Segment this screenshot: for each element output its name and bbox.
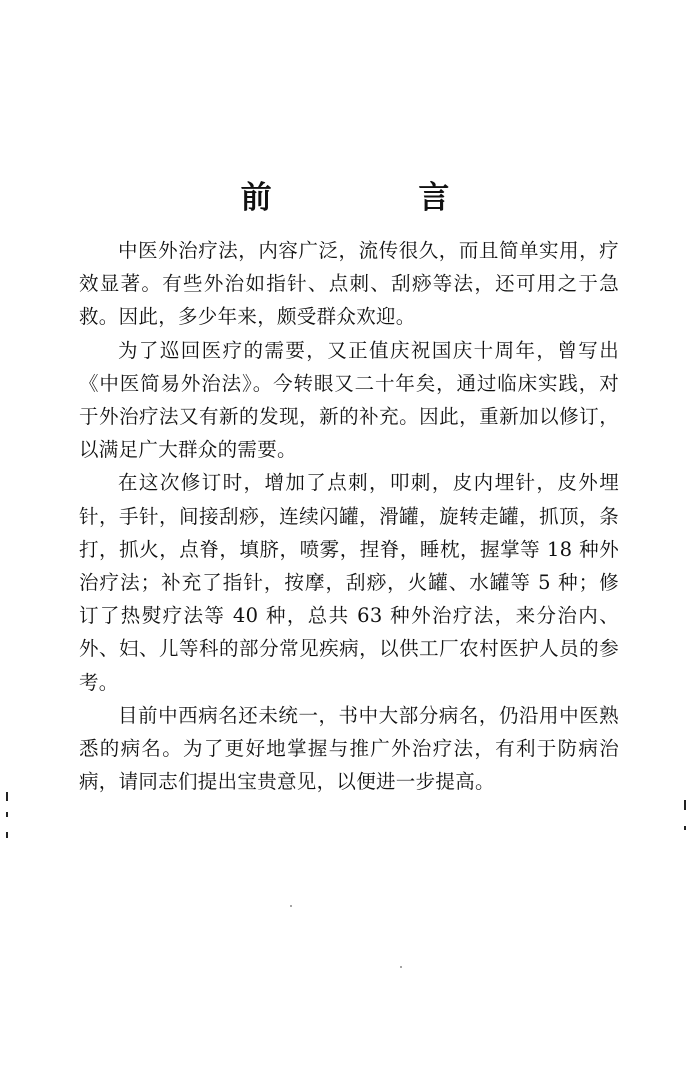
scan-mark-left-2 (6, 812, 8, 817)
paragraph-3: 在这次修订时，增加了点刺，叩刺，皮内埋针，皮外埋针，手针，间接刮痧，连续闪罐，滑罐，旋转走罐，抓顶，条打，抓火，点脊，填脐，喷雾，捏脊，睡枕，握掌等 18 种外治疗法；补充了指针，按摩，刮痧，火罐、水罐等 5 种；修订了热熨疗法等 40 种，总共 63 种外治疗法，来分治内、外、妇、儿等科的部分常见疾病，以供工厂农村医护人员的参考。 (79, 471, 619, 694)
scan-mark-right-2 (684, 826, 686, 830)
page-title: 前 言 (240, 180, 518, 216)
paragraph-4: 目前中西病名还未统一，书中大部分病名，仍沿用中医熟悉的病名。为了更好地掌握与推广外治疗法，有利于防病治病，请同志们提出宝贵意见，以便进一步提高。 (79, 703, 619, 794)
scan-speck-2 (400, 966, 402, 968)
paragraph-2: 为了巡回医疗的需要，又正值庆祝国庆十周年，曾写出《中医简易外治法》。今转眼又二十年矣，通过临床实践，对于外治疗法又有新的发现，新的补充。因此，重新加以修订，以满足广大群众的需要。 (79, 338, 619, 462)
preface-body (79, 234, 619, 798)
scan-mark-left-1 (6, 792, 8, 801)
paragraph-1: 中医外治疗法，内容广泛，流传很久，而且简单实用，疗效显著。有些外治如指针、点刺、刮痧等法，还可用之于急救。因此，多少年来，颇受群众欢迎。 (79, 239, 619, 329)
scan-mark-right-1 (684, 800, 686, 810)
scan-mark-left-3 (6, 832, 8, 838)
scan-speck-1 (290, 905, 292, 907)
